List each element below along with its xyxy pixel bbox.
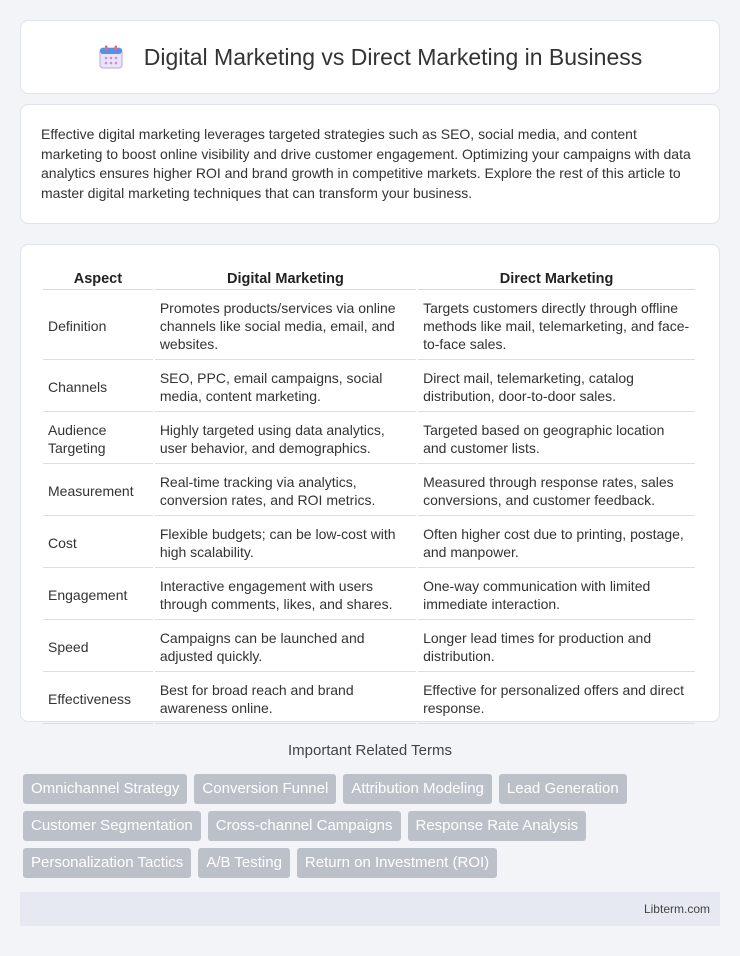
tag-response-rate-analysis[interactable]: Response Rate Analysis xyxy=(408,811,587,841)
header-aspect: Aspect xyxy=(43,267,153,290)
calendar-icon xyxy=(98,44,124,70)
tag-omnichannel-strategy[interactable]: Omnichannel Strategy xyxy=(23,774,187,804)
table-header-row xyxy=(43,267,695,290)
cell-direct: Direct mail, telemarketing, catalog distribution, door-to-door sales. xyxy=(418,362,695,412)
cell-aspect: Effectiveness xyxy=(43,674,153,724)
comparison-card xyxy=(20,244,720,722)
cell-aspect: Measurement xyxy=(43,466,153,516)
tag-row xyxy=(23,848,713,878)
cell-direct: Targeted based on geographic location and customer lists. xyxy=(418,414,695,464)
table-row xyxy=(43,622,695,672)
footer xyxy=(20,892,720,926)
cell-aspect: Engagement xyxy=(43,570,153,620)
cell-aspect: Audience Targeting xyxy=(43,414,153,464)
tag-lead-generation[interactable]: Lead Generation xyxy=(499,774,627,804)
table-row xyxy=(43,362,695,412)
header-digital: Digital Marketing xyxy=(155,267,416,290)
tag-conversion-funnel[interactable]: Conversion Funnel xyxy=(194,774,336,804)
cell-direct: Effective for personalized offers and direct response. xyxy=(418,674,695,724)
page-header xyxy=(20,20,720,94)
cell-digital: Promotes products/services via online channels like social media, email, and websites. xyxy=(155,292,416,360)
footer-site-link[interactable]: Libterm.com xyxy=(643,902,710,916)
cell-aspect: Cost xyxy=(43,518,153,568)
intro-section xyxy=(20,104,720,224)
cell-direct: One-way communication with limited immediate interaction. xyxy=(418,570,695,620)
table-row xyxy=(43,292,695,360)
table-row xyxy=(43,518,695,568)
intro-paragraph: Effective digital marketing leverages targeted strategies such as SEO, social media, and content marketing to boost online visibility and drive customer engagement. Optimizing your campaigns with data analytics ensures higher ROI and brand growth in competitive markets. Explore the rest of this article to master digital marketing techniques that can transform your business. xyxy=(41,126,691,201)
tag-cross-channel-campaigns[interactable]: Cross-channel Campaigns xyxy=(208,811,401,841)
cell-digital: Best for broad reach and brand awareness online. xyxy=(155,674,416,724)
tag-customer-segmentation[interactable]: Customer Segmentation xyxy=(23,811,201,841)
cell-aspect: Speed xyxy=(43,622,153,672)
cell-digital: Highly targeted using data analytics, user behavior, and demographics. xyxy=(155,414,416,464)
tag-ab-testing[interactable]: A/B Testing xyxy=(198,848,290,878)
related-terms-title: Important Related Terms xyxy=(288,742,452,759)
tag-row xyxy=(23,811,713,841)
comparison-table xyxy=(41,265,697,726)
table-row xyxy=(43,466,695,516)
cell-direct: Often higher cost due to printing, postage, and manpower. xyxy=(418,518,695,568)
tag-personalization-tactics[interactable]: Personalization Tactics xyxy=(23,848,191,878)
cell-digital: SEO, PPC, email campaigns, social media, content marketing. xyxy=(155,362,416,412)
tag-row xyxy=(23,774,713,804)
cell-digital: Real-time tracking via analytics, conversion rates, and ROI metrics. xyxy=(155,466,416,516)
table-row xyxy=(43,570,695,620)
cell-digital: Flexible budgets; can be low-cost with high scalability. xyxy=(155,518,416,568)
page-title: Digital Marketing vs Direct Marketing in Business xyxy=(143,43,643,70)
tag-return-on-investment[interactable]: Return on Investment (ROI) xyxy=(297,848,497,878)
table-row xyxy=(43,414,695,464)
header-direct: Direct Marketing xyxy=(418,267,695,290)
cell-direct: Longer lead times for production and distribution. xyxy=(418,622,695,672)
cell-aspect: Definition xyxy=(43,292,153,360)
cell-digital: Campaigns can be launched and adjusted quickly. xyxy=(155,622,416,672)
cell-direct: Targets customers directly through offline methods like mail, telemarketing, and face-to-face sales. xyxy=(418,292,695,360)
tag-attribution-modeling[interactable]: Attribution Modeling xyxy=(343,774,492,804)
cell-digital: Interactive engagement with users through comments, likes, and shares. xyxy=(155,570,416,620)
related-terms-list xyxy=(23,774,713,885)
table-row xyxy=(43,674,695,724)
cell-direct: Measured through response rates, sales conversions, and customer feedback. xyxy=(418,466,695,516)
cell-aspect: Channels xyxy=(43,362,153,412)
